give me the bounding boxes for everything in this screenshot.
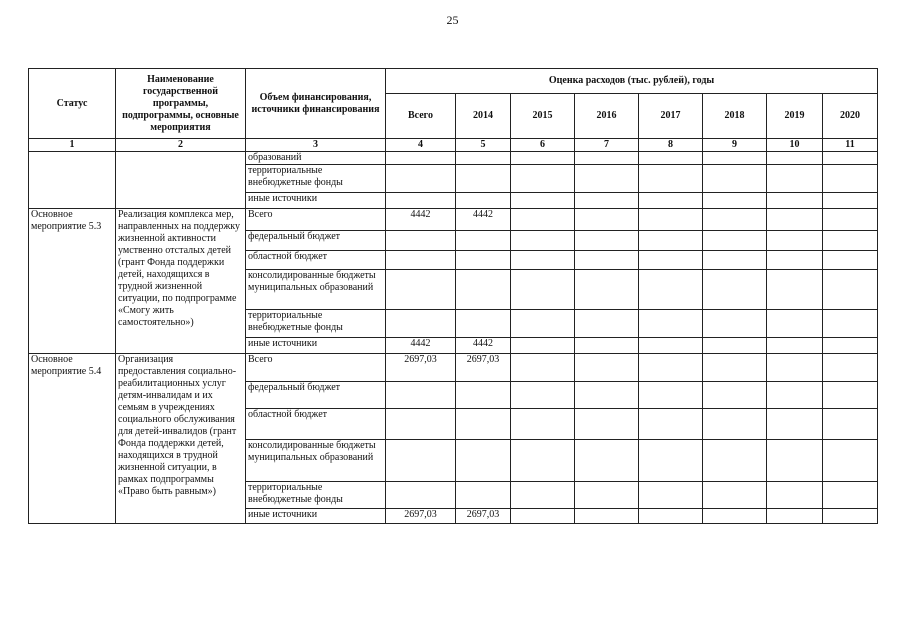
empty-cell <box>767 251 823 270</box>
value-2014 <box>456 482 511 509</box>
empty-cell <box>639 338 703 354</box>
empty-cell <box>767 509 823 524</box>
empty-cell <box>511 354 575 382</box>
empty-cell <box>511 509 575 524</box>
empty-cell <box>575 382 639 409</box>
col-number-2: 2 <box>116 139 246 152</box>
empty-cell <box>639 152 703 165</box>
empty-cell <box>575 209 639 231</box>
source-label: иные источники <box>246 193 386 209</box>
empty-cell <box>511 338 575 354</box>
empty-cell <box>511 310 575 338</box>
empty-cell <box>386 165 456 193</box>
budget-table <box>28 68 878 524</box>
source-label: территориальные внебюджетные фонды <box>246 482 386 509</box>
empty-cell <box>823 310 878 338</box>
col-number-8: 8 <box>639 139 703 152</box>
empty-cell <box>511 270 575 310</box>
empty-cell <box>575 231 639 251</box>
header-col-5: 2018 <box>703 94 767 139</box>
empty-cell <box>511 409 575 440</box>
empty-cell <box>703 310 767 338</box>
empty-cell <box>767 193 823 209</box>
empty-cell <box>575 509 639 524</box>
value-total <box>386 310 456 338</box>
empty-cell <box>767 310 823 338</box>
empty-cell <box>767 270 823 310</box>
empty-cell <box>823 165 878 193</box>
empty-cell <box>767 338 823 354</box>
empty-cell <box>639 440 703 482</box>
source-label: областной бюджет <box>246 251 386 270</box>
value-2014: 4442 <box>456 338 511 354</box>
event-row <box>29 209 878 231</box>
empty-cell <box>639 209 703 231</box>
source-label: Всего <box>246 209 386 231</box>
event-row <box>29 354 878 382</box>
empty-cell <box>639 270 703 310</box>
continuation-status <box>29 152 116 209</box>
empty-cell <box>575 152 639 165</box>
header-estimate: Оценка расходов (тыс. рублей), годы <box>386 69 878 94</box>
empty-cell <box>703 354 767 382</box>
header-col-0: Всего <box>386 94 456 139</box>
header-col-4: 2017 <box>639 94 703 139</box>
empty-cell <box>703 152 767 165</box>
empty-cell <box>511 165 575 193</box>
value-total <box>386 270 456 310</box>
empty-cell <box>703 382 767 409</box>
value-total: 2697,03 <box>386 509 456 524</box>
header-col-1: 2014 <box>456 94 511 139</box>
empty-cell <box>639 354 703 382</box>
empty-cell <box>511 382 575 409</box>
value-2014 <box>456 440 511 482</box>
source-label: консолидированные бюджеты муниципальных образований <box>246 440 386 482</box>
empty-cell <box>823 509 878 524</box>
empty-cell <box>639 231 703 251</box>
empty-cell <box>639 409 703 440</box>
empty-cell <box>639 382 703 409</box>
empty-cell <box>639 251 703 270</box>
value-total <box>386 251 456 270</box>
event-name: Организация предоставления социально-реабилитационных услуг детям-инвалидам и их семьям в учреждениях социального обслуживания для детей-инвалидов (грант Фонда поддержки детей, находящихся в трудной жизненной ситуации, в рамках подпрограммы «Право быть равным») <box>116 354 246 524</box>
empty-cell <box>511 152 575 165</box>
header-program-name: Наименование государственной программы, подпрограммы, основные мероприятия <box>116 69 246 139</box>
event-name: Реализация комплекса мер, направленных на поддержку жизненной активности умственно отсталых детей (грант Фонда поддержки детей, находящихся в трудной жизненной ситуации, по подпрограмме «Смогу жить самостоятельно») <box>116 209 246 354</box>
empty-cell <box>823 152 878 165</box>
col-number-4: 4 <box>386 139 456 152</box>
empty-cell <box>703 209 767 231</box>
header-col-3: 2016 <box>575 94 639 139</box>
empty-cell <box>703 509 767 524</box>
value-2014: 4442 <box>456 209 511 231</box>
empty-cell <box>703 440 767 482</box>
col-number-1: 1 <box>29 139 116 152</box>
source-label: иные источники <box>246 338 386 354</box>
event-status: Основное мероприятие 5.3 <box>29 209 116 354</box>
empty-cell <box>575 251 639 270</box>
empty-cell <box>575 482 639 509</box>
source-label: федеральный бюджет <box>246 382 386 409</box>
empty-cell <box>767 231 823 251</box>
empty-cell <box>767 165 823 193</box>
value-total <box>386 231 456 251</box>
empty-cell <box>575 165 639 193</box>
source-label: федеральный бюджет <box>246 231 386 251</box>
empty-cell <box>703 482 767 509</box>
event-status: Основное мероприятие 5.4 <box>29 354 116 524</box>
header-financing: Объем финансирования, источники финансирования <box>246 69 386 139</box>
value-2014: 2697,03 <box>456 354 511 382</box>
value-2014 <box>456 382 511 409</box>
empty-cell <box>823 338 878 354</box>
empty-cell <box>703 193 767 209</box>
empty-cell <box>575 193 639 209</box>
empty-cell <box>511 482 575 509</box>
value-2014 <box>456 310 511 338</box>
empty-cell <box>639 509 703 524</box>
empty-cell <box>511 209 575 231</box>
empty-cell <box>511 193 575 209</box>
empty-cell <box>823 231 878 251</box>
col-number-6: 6 <box>511 139 575 152</box>
empty-cell <box>823 209 878 231</box>
value-2014 <box>456 409 511 440</box>
page-number: 25 <box>446 13 459 27</box>
col-number-3: 3 <box>246 139 386 152</box>
col-number-7: 7 <box>575 139 639 152</box>
empty-cell <box>703 409 767 440</box>
continuation-row <box>29 152 878 165</box>
empty-cell <box>575 338 639 354</box>
empty-cell <box>767 152 823 165</box>
empty-cell <box>767 209 823 231</box>
empty-cell <box>575 270 639 310</box>
empty-cell <box>511 440 575 482</box>
empty-cell <box>823 354 878 382</box>
empty-cell <box>639 482 703 509</box>
empty-cell <box>456 193 511 209</box>
empty-cell <box>823 440 878 482</box>
value-total: 2697,03 <box>386 354 456 382</box>
empty-cell <box>639 193 703 209</box>
empty-cell <box>639 310 703 338</box>
value-total <box>386 382 456 409</box>
value-total: 4442 <box>386 209 456 231</box>
empty-cell <box>767 482 823 509</box>
source-label: иные источники <box>246 509 386 524</box>
empty-cell <box>767 382 823 409</box>
empty-cell <box>456 152 511 165</box>
empty-cell <box>823 270 878 310</box>
empty-cell <box>386 152 456 165</box>
empty-cell <box>575 440 639 482</box>
col-number-11: 11 <box>823 139 878 152</box>
header-col-6: 2019 <box>767 94 823 139</box>
empty-cell <box>823 382 878 409</box>
empty-cell <box>703 338 767 354</box>
empty-cell <box>386 193 456 209</box>
source-label: территориальные внебюджетные фонды <box>246 310 386 338</box>
empty-cell <box>703 251 767 270</box>
value-total <box>386 440 456 482</box>
empty-cell <box>767 440 823 482</box>
col-number-5: 5 <box>456 139 511 152</box>
value-2014 <box>456 231 511 251</box>
empty-cell <box>767 409 823 440</box>
value-total <box>386 409 456 440</box>
empty-cell <box>823 482 878 509</box>
value-2014: 2697,03 <box>456 509 511 524</box>
value-2014 <box>456 270 511 310</box>
empty-cell <box>575 310 639 338</box>
empty-cell <box>703 165 767 193</box>
empty-cell <box>703 270 767 310</box>
source-label: территориальные внебюджетные фонды <box>246 165 386 193</box>
empty-cell <box>511 231 575 251</box>
source-label: Всего <box>246 354 386 382</box>
header-status: Статус <box>29 69 116 139</box>
empty-cell <box>456 165 511 193</box>
continuation-name <box>116 152 246 209</box>
header-col-7: 2020 <box>823 94 878 139</box>
value-total: 4442 <box>386 338 456 354</box>
empty-cell <box>703 231 767 251</box>
empty-cell <box>823 251 878 270</box>
col-number-10: 10 <box>767 139 823 152</box>
empty-cell <box>511 251 575 270</box>
source-label: областной бюджет <box>246 409 386 440</box>
value-2014 <box>456 251 511 270</box>
header-col-2: 2015 <box>511 94 575 139</box>
value-total <box>386 482 456 509</box>
empty-cell <box>767 354 823 382</box>
empty-cell <box>575 409 639 440</box>
source-label: образований <box>246 152 386 165</box>
source-label: консолидированные бюджеты муниципальных образований <box>246 270 386 310</box>
empty-cell <box>823 409 878 440</box>
col-number-9: 9 <box>703 139 767 152</box>
empty-cell <box>639 165 703 193</box>
empty-cell <box>823 193 878 209</box>
empty-cell <box>575 354 639 382</box>
